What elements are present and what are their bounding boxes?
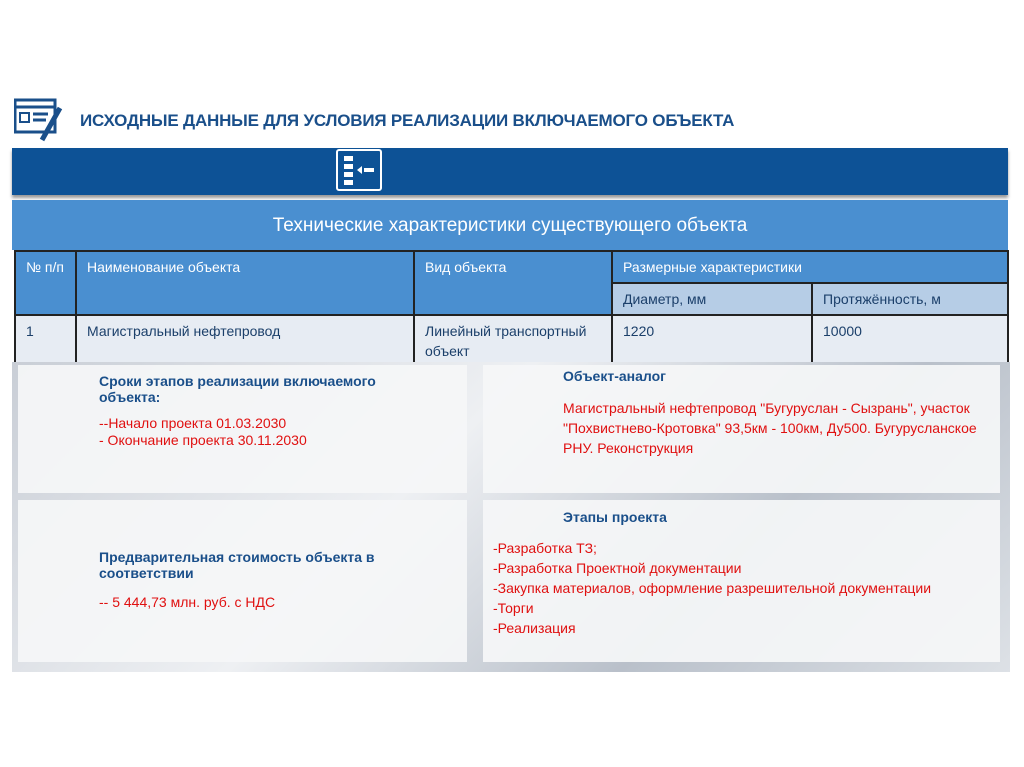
- header-band: [12, 148, 1008, 195]
- cost-heading: Предварительная стоимость объекта в соответствии: [99, 549, 375, 581]
- table-row: [15, 315, 1008, 369]
- header-length: Протяжённость, м: [812, 283, 1008, 315]
- analog-heading: Объект-аналог: [563, 368, 666, 384]
- phases-box: [483, 500, 1000, 662]
- page-title: ИСХОДНЫЕ ДАННЫЕ ДЛЯ УСЛОВИЯ РЕАЛИЗАЦИИ ВКЛЮЧАЕМОГО ОБЪЕКТА: [80, 111, 735, 130]
- header-name: Наименование объекта: [76, 251, 414, 315]
- timing-end: - Окончание проекта 30.11.2030: [99, 432, 307, 448]
- cell-name: Магистральный нефтепровод: [76, 315, 414, 369]
- list-arrow-icon: [336, 149, 382, 191]
- cost-box: [18, 500, 467, 662]
- analog-box: [483, 365, 1000, 493]
- cost-value: -- 5 444,73 млн. руб. с НДС: [99, 594, 276, 610]
- checklist-pencil-icon: [14, 98, 66, 148]
- list-item: -Разработка Проектной документации: [493, 560, 742, 576]
- list-item: -Реализация: [493, 620, 576, 636]
- cell-type: Линейный транспортный объект: [414, 315, 612, 369]
- timing-start: --Начало проекта 01.03.2030: [99, 415, 287, 431]
- header-diameter: Диаметр, мм: [612, 283, 812, 315]
- cell-num: 1: [15, 315, 76, 369]
- analog-text: Магистральный нефтепровод "Бугуруслан - Сызрань", участок "Похвистнево-Кротовка" 93,5км - 100км, Ду500. Бугурусланское РНУ. Реконструкция: [563, 400, 977, 456]
- timing-heading: Сроки этапов реализации включаемого объекта:: [99, 373, 376, 405]
- timing-box: [18, 365, 467, 493]
- list-item: -Разработка ТЗ;: [493, 540, 597, 556]
- header-num: № п/п: [15, 251, 76, 315]
- phases-heading: Этапы проекта: [563, 509, 667, 525]
- cell-length: 10000: [812, 315, 1008, 369]
- list-item: -Закупка материалов, оформление разрешительной документации: [493, 580, 932, 596]
- cell-diameter: 1220: [612, 315, 812, 369]
- tech-specs-table: [14, 250, 1009, 370]
- phases-list: [493, 538, 931, 638]
- list-item: -Торги: [493, 600, 534, 616]
- section-title: Технические характеристики существующего объекта: [12, 200, 1008, 250]
- header-type: Вид объекта: [414, 251, 612, 315]
- header-dims: Размерные характеристики: [612, 251, 1008, 283]
